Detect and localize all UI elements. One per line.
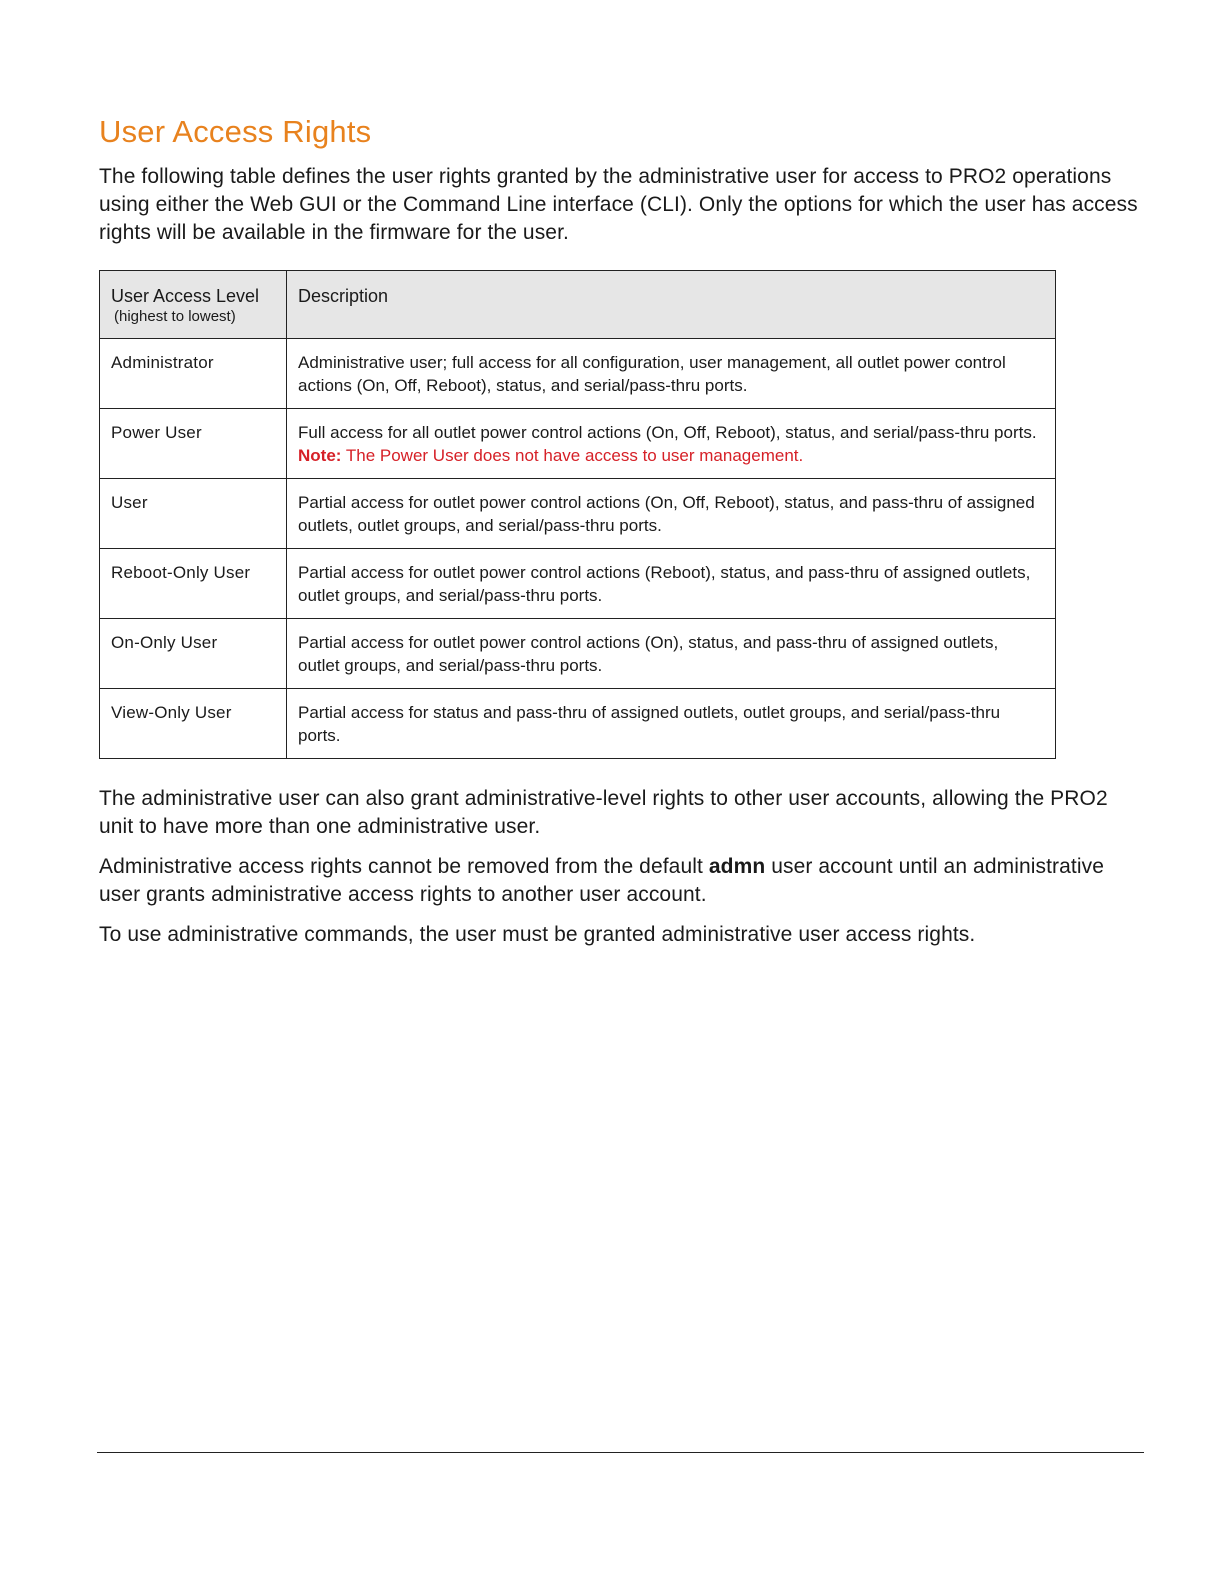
table-row [100, 689, 1056, 759]
paragraph-multiple-admins: The administrative user can also grant administrative-level rights to other user accounts, allowing the PRO2 unit to have more than one administrative user. [99, 787, 1108, 838]
row-description-text: Full access for all outlet power control actions (On, Off, Reboot), status, and serial/pass-thru ports. [298, 423, 1037, 442]
document-page [99, 110, 1145, 949]
row-description: Partial access for outlet power control actions (On, Off, Reboot), status, and pass-thru of assigned outlets, outlet groups, and serial/pass-thru ports. [287, 479, 1056, 549]
admn-account-name: admn [708, 855, 766, 878]
row-level: Power User [100, 409, 287, 479]
note-text: The Power User does not have access to user management. [345, 446, 804, 465]
row-description [287, 409, 1056, 479]
page-title: User Access Rights [99, 114, 372, 149]
table-row [100, 339, 1056, 409]
row-level: On-Only User [100, 619, 287, 689]
header-level-label: User Access Level [111, 286, 260, 306]
row-level: Administrator [100, 339, 287, 409]
row-description: Administrative user; full access for all configuration, user management, all outlet power control actions (On, Off, Reboot), status, and serial/pass-thru ports. [287, 339, 1056, 409]
paragraph-default-admn [99, 853, 1145, 909]
row-level: View-Only User [100, 689, 287, 759]
footer-divider [97, 1452, 1144, 1453]
header-level [100, 271, 287, 339]
header-level-sublabel: (highest to lowest) [114, 308, 236, 325]
paragraph-default-admn-start: Administrative access rights cannot be removed from the default [99, 855, 703, 878]
table-row [100, 409, 1056, 479]
table-header-row [100, 271, 1056, 339]
table-row [100, 479, 1056, 549]
row-level: User [100, 479, 287, 549]
paragraph-admin-commands: To use administrative commands, the user must be granted administrative user access rights. [99, 923, 976, 946]
header-description: Description [287, 271, 1056, 339]
user-access-table [99, 270, 1056, 759]
row-description: Partial access for outlet power control actions (Reboot), status, and pass-thru of assigned outlets, outlet groups, and serial/pass-thru ports. [287, 549, 1056, 619]
table-row [100, 549, 1056, 619]
note-label: Note: [298, 446, 342, 465]
table-row [100, 619, 1056, 689]
paragraph-default-admn-end: user account until an administrative user grants administrative access rights to another user account. [99, 855, 1104, 906]
row-description: Partial access for outlet power control actions (On), status, and pass-thru of assigned outlets, outlet groups, and serial/pass-thru ports. [287, 619, 1056, 689]
intro-paragraph: The following table defines the user rights granted by the administrative user for access to PRO2 operations using either the Web GUI or the Command Line interface (CLI). Only the options for which the user has access rights will be available in the firmware for the user. [99, 165, 1138, 244]
row-description: Partial access for status and pass-thru of assigned outlets, outlet groups, and serial/pass-thru ports. [287, 689, 1056, 759]
row-level: Reboot-Only User [100, 549, 287, 619]
